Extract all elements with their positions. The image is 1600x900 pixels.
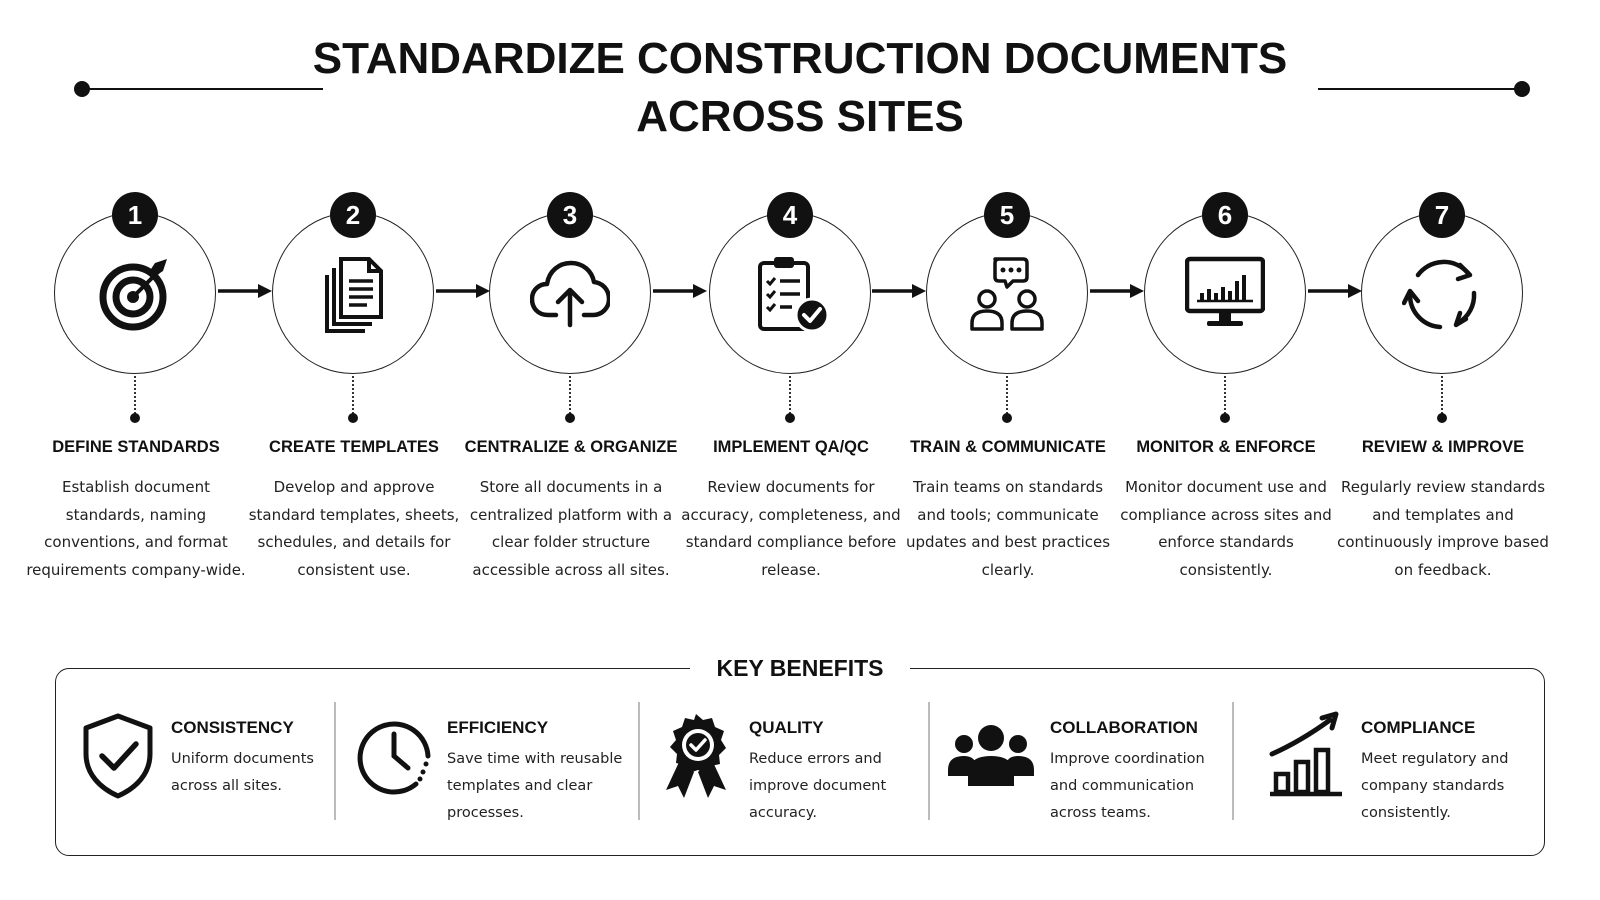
- benefit-divider: [1232, 702, 1234, 820]
- benefit-divider: [638, 702, 640, 820]
- benefit-description: Improve coordination and communication across teams.: [1050, 751, 1205, 821]
- step-connector: [134, 376, 136, 414]
- step-connector: [1441, 376, 1443, 414]
- page-title-line-2: ACROSS SITES: [636, 92, 964, 141]
- step-pin: [785, 413, 795, 423]
- step-title: CENTRALIZE & ORGANIZE: [464, 438, 678, 456]
- step-connector: [789, 376, 791, 414]
- benefit-title: EFFICIENCY: [447, 718, 549, 737]
- shield-check-icon: [78, 710, 158, 800]
- team-icon: [946, 710, 1036, 800]
- step-pin: [1437, 413, 1447, 423]
- benefit-description: Meet regulatory and company standards consistently.: [1361, 751, 1509, 821]
- benefit-title: COMPLIANCE: [1361, 718, 1476, 737]
- step-number-badge: 3: [547, 192, 593, 238]
- benefit-description: Reduce errors and improve document accuracy.: [749, 751, 887, 821]
- step-number-badge: 5: [984, 192, 1030, 238]
- step-number-badge: 1: [112, 192, 158, 238]
- award-badge-icon: [656, 710, 736, 800]
- step-description: Regularly review standards and templates and continuously improve based on feedback.: [1337, 478, 1549, 579]
- step-number-badge: 7: [1419, 192, 1465, 238]
- step-2: [244, 0, 464, 620]
- arrow-right-icon: [1090, 283, 1146, 299]
- benefit-description: Save time with reusable templates and clear processes.: [447, 751, 623, 821]
- step-title: REVIEW & IMPROVE: [1361, 438, 1525, 456]
- benefit-title: COLLABORATION: [1050, 718, 1198, 737]
- step-number-badge: 4: [767, 192, 813, 238]
- step-title: CREATE TEMPLATES: [269, 438, 439, 456]
- step-pin: [130, 413, 140, 423]
- step-connector: [569, 376, 571, 414]
- step-connector: [1006, 376, 1008, 414]
- step-pin: [565, 413, 575, 423]
- refresh-cycle-icon: [1402, 253, 1482, 333]
- arrow-right-icon: [436, 283, 492, 299]
- step-description: Establish document standards, naming conventions, and format requirements company-wide.: [26, 478, 246, 579]
- step-title: DEFINE STANDARDS: [52, 438, 220, 456]
- step-description: Monitor document use and compliance across sites and enforce standards consistently.: [1120, 478, 1332, 579]
- step-title: TRAIN & COMMUNICATE: [910, 438, 1106, 456]
- benefit-title: CONSISTENCY: [171, 718, 294, 737]
- step-pin: [348, 413, 358, 423]
- arrow-right-icon: [218, 283, 274, 299]
- step-1: [26, 0, 246, 620]
- benefit-divider: [928, 702, 930, 820]
- step-number-badge: 2: [330, 192, 376, 238]
- arrow-right-icon: [872, 283, 928, 299]
- monitor-chart-icon: [1185, 253, 1265, 333]
- step-connector: [352, 376, 354, 414]
- step-4: [681, 0, 901, 620]
- step-pin: [1220, 413, 1230, 423]
- benefit-description: Uniform documents across all sites.: [171, 751, 314, 794]
- documents-stack-icon: [313, 253, 393, 333]
- arrow-right-icon: [1308, 283, 1364, 299]
- growth-chart-icon: [1268, 710, 1348, 800]
- arrow-right-icon: [653, 283, 709, 299]
- step-title: MONITOR & ENFORCE: [1136, 438, 1316, 456]
- step-title: IMPLEMENT QA/QC: [713, 438, 869, 456]
- step-6: [1116, 0, 1336, 620]
- target-icon: [95, 253, 175, 333]
- step-pin: [1002, 413, 1012, 423]
- benefits-heading: KEY BENEFITS: [690, 652, 910, 684]
- clipboard-check-icon: [750, 253, 830, 333]
- step-5: [898, 0, 1118, 620]
- clock-icon: [354, 710, 434, 800]
- people-chat-icon: [967, 253, 1047, 333]
- benefit-divider: [334, 702, 336, 820]
- page-title-line-1: STANDARDIZE CONSTRUCTION DOCUMENTS: [312, 34, 1288, 83]
- step-connector: [1224, 376, 1226, 414]
- step-3: [461, 0, 681, 620]
- step-description: Train teams on standards and tools; communicate updates and best practices clearly.: [905, 478, 1111, 579]
- step-description: Review documents for accuracy, completeness, and standard compliance before release.: [681, 478, 901, 579]
- step-description: Develop and approve standard templates, sheets, schedules, and details for consistent use.: [248, 478, 460, 579]
- step-7: [1333, 0, 1553, 620]
- step-description: Store all documents in a centralized platform with a clear folder structure accessible across all sites.: [469, 478, 673, 579]
- step-number-badge: 6: [1202, 192, 1248, 238]
- benefit-title: QUALITY: [749, 718, 824, 737]
- cloud-upload-icon: [530, 253, 610, 333]
